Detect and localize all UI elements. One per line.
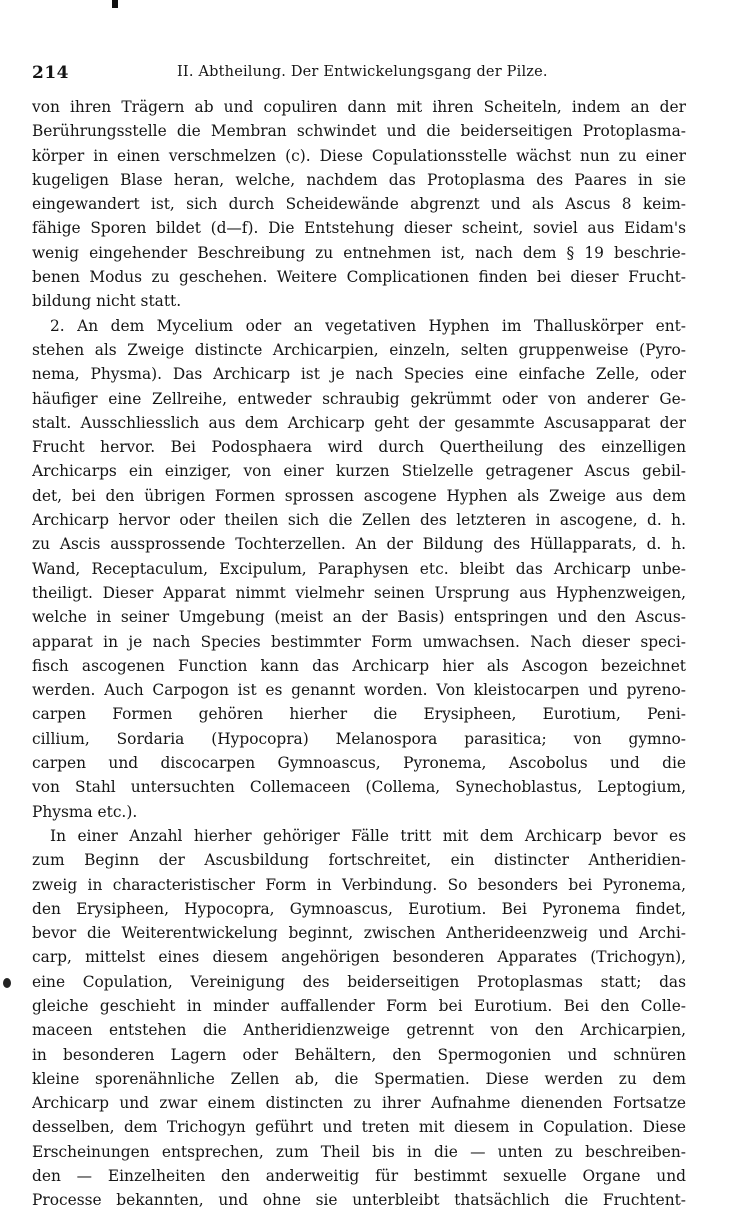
text-line: Erscheinungen entsprechen, zum Theil bis in die — unten zu beschreiben- xyxy=(32,1142,686,1161)
text-line: den — Einzelheiten den anderweitig für bestimmt sexuelle Organe und xyxy=(32,1167,686,1186)
page-header xyxy=(32,63,692,87)
text-line: Physma etc.). xyxy=(32,802,138,821)
text-line: in besonderen Lagern oder Behältern, den Spermogonien und schnüren xyxy=(32,1045,686,1064)
text-line: stalt. Ausschliesslich aus dem Archicarp geht der gesammte Ascusapparat der xyxy=(32,413,686,432)
text-line: stehen als Zweige distincte Archicarpien, einzeln, selten gruppenweise (Pyro- xyxy=(32,340,686,359)
text-line: Archicarp hervor oder theilen sich die Zellen des letzteren in ascogene, d. h. xyxy=(32,511,686,530)
text-line: In einer Anzahl hierher gehöriger Fälle tritt mit dem Archicarp bevor es xyxy=(50,826,686,845)
scan-speck xyxy=(3,978,11,988)
text-line: bevor die Weiterentwickelung beginnt, zwischen Antherideenzweig und Archi- xyxy=(32,924,686,943)
text-line: den Erysipheen, Hypocopra, Gymnoascus, Eurotium. Bei Pyronema findet, xyxy=(32,899,686,918)
text-line: Wand, Receptaculum, Excipulum, Paraphysen etc. bleibt das Archicarp unbe- xyxy=(32,559,686,578)
text-line: gleiche geschieht in minder auffallender Form bei Eurotium. Bei den Colle- xyxy=(32,996,686,1015)
text-line: zweig in characteristischer Form in Verbindung. So besonders bei Pyronema, xyxy=(32,875,686,894)
text-line: Frucht hervor. Bei Podosphaera wird durch Quertheilung des einzelligen xyxy=(32,438,686,457)
text-line: körper in einen verschmelzen (c). Diese Copulationsstelle wächst nun zu einer xyxy=(32,146,686,165)
text-line: wenig eingehender Beschreibung zu entnehmen ist, nach dem § 19 beschrie- xyxy=(32,243,686,262)
scan-speck xyxy=(112,0,118,8)
text-line: häufiger eine Zellreihe, entweder schraubig gekrümmt oder von anderer Ge- xyxy=(32,389,686,408)
running-title: II. Abtheilung. Der Entwickelungsgang der Pilze. xyxy=(177,64,548,80)
text-line: fähige Sporen bildet (d—f). Die Entstehung dieser scheint, soviel aus Eidam's xyxy=(32,219,686,238)
text-line: apparat in je nach Species bestimmter Form umwachsen. Nach dieser speci- xyxy=(32,632,686,651)
text-line: Processe bekannten, und ohne sie unterbleibt thatsächlich die Fruchtent- xyxy=(32,1191,686,1210)
text-line: bildung nicht statt. xyxy=(32,292,182,311)
text-line: fisch ascogenen Function kann das Archicarp hier als Ascogon bezeichnet xyxy=(32,656,686,675)
text-line: von Stahl untersuchten Collemaceen (Collema, Synechoblastus, Leptogium, xyxy=(32,778,686,797)
page-number: 214 xyxy=(32,63,69,83)
text-line: eine Copulation, Vereinigung des beiderseitigen Protoplasmas statt; das xyxy=(32,972,686,991)
text-line: cillium, Sordaria (Hypocopra) Melanospora parasitica; von gymno- xyxy=(32,729,686,748)
text-line: kleine sporenähnliche Zellen ab, die Spermatien. Diese werden zu dem xyxy=(32,1069,686,1088)
text-line: zu Ascis aussprossende Tochterzellen. An der Bildung des Hüllapparats, d. h. xyxy=(32,535,686,554)
text-line: kugeligen Blase heran, welche, nachdem das Protoplasma des Paares in sie xyxy=(32,170,686,189)
text-line: carpen und discocarpen Gymnoascus, Pyronema, Ascobolus und die xyxy=(32,754,686,773)
text-line: theiligt. Dieser Apparat nimmt vielmehr seinen Ursprung aus Hyphenzweigen, xyxy=(32,583,686,602)
text-line: 2. An dem Mycelium oder an vegetativen Hyphen im Thalluskörper ent- xyxy=(50,316,686,335)
text-line: zum Beginn der Ascusbildung fortschreitet, ein distincter Antheridien- xyxy=(32,851,686,870)
text-line: maceen entstehen die Antheridienzweige getrennt von den Archicarpien, xyxy=(32,1021,686,1040)
text-line: eingewandert ist, sich durch Scheidewände abgrenzt und als Ascus 8 keim- xyxy=(32,195,686,214)
text-line: werden. Auch Carpogon ist es genannt worden. Von kleistocarpen und pyreno- xyxy=(32,681,686,700)
text-line: carp, mittelst eines diesem angehörigen besonderen Apparates (Trichogyn), xyxy=(32,948,686,967)
text-line: nema, Physma). Das Archicarp ist je nach Species eine einfache Zelle, oder xyxy=(32,365,686,384)
text-line: desselben, dem Trichogyn geführt und treten mit diesem in Copulation. Diese xyxy=(32,1118,686,1137)
text-line: det, bei den übrigen Formen sprossen ascogene Hyphen als Zweige aus dem xyxy=(32,486,686,505)
text-line: Berührungsstelle die Membran schwindet und die beiderseitigen Protoplasma- xyxy=(32,122,686,141)
body-text xyxy=(32,95,686,1213)
text-line: welche in seiner Umgebung (meist an der Basis) entspringen und den Ascus- xyxy=(32,608,686,627)
text-line: carpen Formen gehören hierher die Erysipheen, Eurotium, Peni- xyxy=(32,705,686,724)
text-line: Archicarps ein einziger, von einer kurzen Stielzelle getragener Ascus gebil- xyxy=(32,462,686,481)
text-line: von ihren Trägern ab und copuliren dann mit ihren Scheiteln, indem an der xyxy=(32,98,686,116)
text-line: Archicarp und zwar einem distincten zu ihrer Aufnahme dienenden Fortsatze xyxy=(32,1094,686,1113)
text-line: benen Modus zu geschehen. Weitere Complicationen finden bei dieser Frucht- xyxy=(32,268,686,287)
